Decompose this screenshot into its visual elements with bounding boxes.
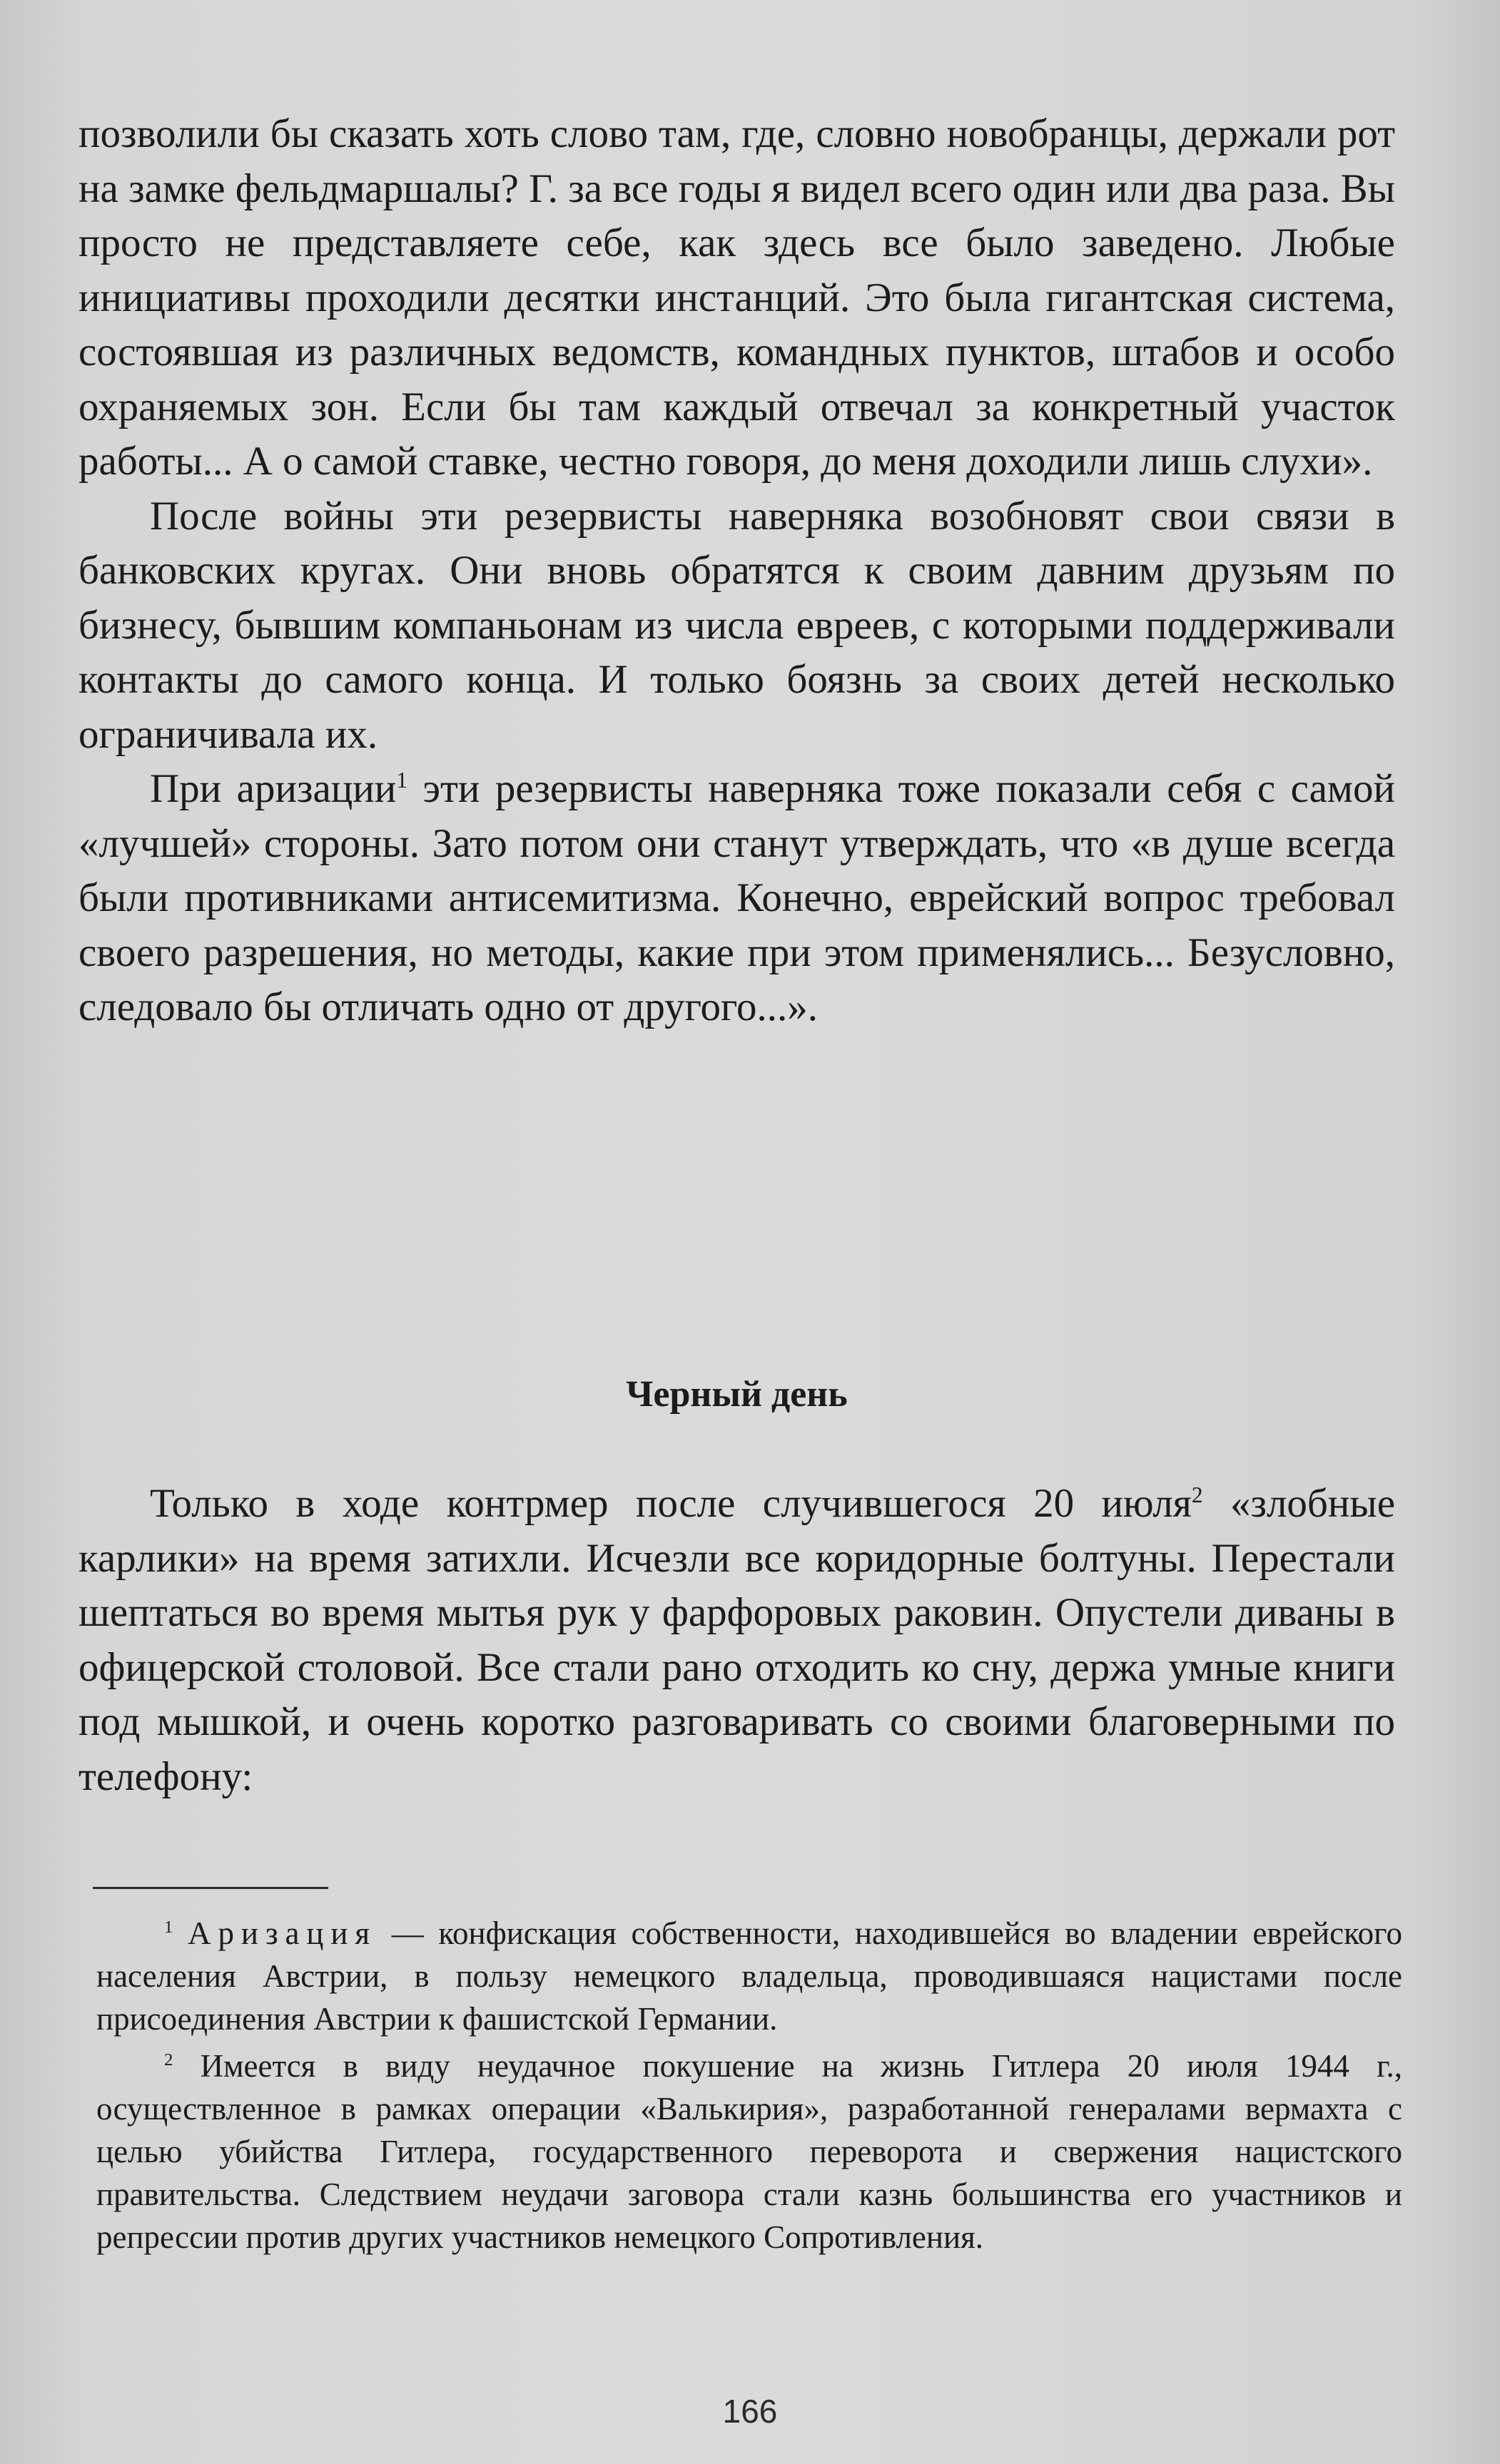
footnotes bbox=[96, 1912, 1402, 2263]
section-paragraph-1-start: Только в ходе контрмер после случившегося 20 июля bbox=[150, 1481, 1192, 1526]
footnote-2 bbox=[96, 2045, 1402, 2259]
footnote-divider bbox=[93, 1887, 328, 1889]
section-heading: Черный день bbox=[626, 1374, 848, 1415]
paragraph-3-start: При аризации bbox=[150, 766, 397, 811]
paragraph-2: После войны эти резервисты наверняка возобновят свои связи в банковских кругах. Они вновь обратятся к своим давним друзьям по бизнесу, бывшим компаньонам из числа евреев, с которыми поддерживали контакты до самого конца. И только боязнь за своих детей несколько ограничивала их. bbox=[78, 493, 1395, 757]
footnote-ref-2: 2 bbox=[1191, 1482, 1203, 1507]
footnote-1 bbox=[96, 1912, 1402, 2040]
section-paragraph-1 bbox=[78, 1477, 1395, 1804]
footnote-1-number: 1 bbox=[164, 1918, 173, 1937]
footnote-2-text: Имеется в виду неудачное покушение на жизнь Гитлера 20 июля 1944 г., осуществленное в рамках операции «Валькирия», разработанной генералами вермахта с целью убийства Гитлера, государственного переворота и свержения нацистского правительства. Следствием неудачи заговора стали казнь большинства его участников и репрессии против других участников немецкого Сопротивления. bbox=[96, 2048, 1402, 2255]
paragraph-3 bbox=[78, 762, 1395, 1035]
main-text bbox=[78, 107, 1395, 1035]
footnote-2-number: 2 bbox=[164, 2050, 173, 2070]
page-number: 166 bbox=[722, 2393, 778, 2430]
paragraph-1: позволили бы сказать хоть слово там, где, словно новобранцы, держали рот на замке фельдмаршалы? Г. за все годы я видел всего один или два раза. Вы просто не представляете себе, как здесь все было заведено. Любые инициативы проходили десятки инстанций. Это была гигантская система, состоявшая из различных ведомств, командных пунктов, штабов и особо охраняемых зон. Если бы там каждый отвечал за конкретный участок работы... А о самой ставке, честно говоря, до меня доходили лишь слухи». bbox=[78, 111, 1395, 484]
section-paragraph-1-rest: «злобные карлики» на время затихли. Исчезли все коридорные болтуны. Перестали шептаться во время мытья рук у фарфоровых раковин. Опустели диваны в офицерской столовой. Все стали рано отходить ко сну, держа умные книги под мышкой, и очень коротко разговаривать со своими благоверными по телефону: bbox=[78, 1481, 1396, 1799]
paragraph-3-rest: эти резервисты наверняка тоже показали себя с самой «лучшей» стороны. Зато потом они станут утверждать, что «в душе всегда были противниками антисемитизма. Конечно, еврейский вопрос требовал своего разрешения, но методы, какие при этом применялись... Безусловно, следовало бы отличать одно от другого...». bbox=[78, 766, 1395, 1029]
section-text bbox=[78, 1477, 1395, 1804]
footnote-1-term: Аризация bbox=[188, 1915, 377, 1951]
footnote-1-text: — конфискация собственности, находившейся во владении еврейского населения Австрии, в пользу немецкого владельца, проводившаяся нацистами после присоединения Австрии к фашистской Германии. bbox=[96, 1915, 1403, 2037]
footnote-ref-1: 1 bbox=[396, 768, 407, 793]
